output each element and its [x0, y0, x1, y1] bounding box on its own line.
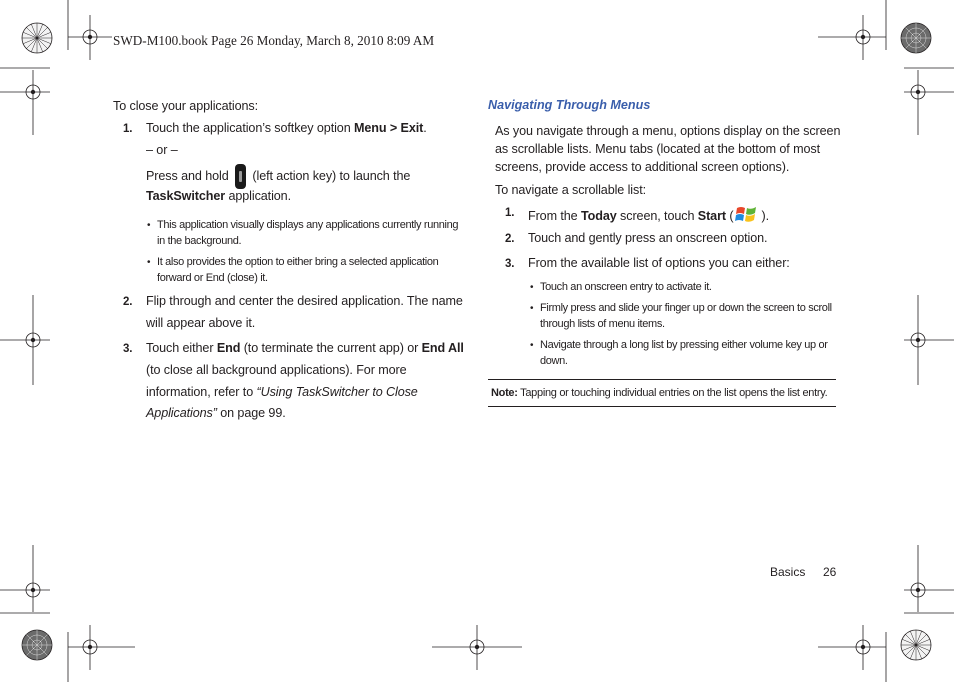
or-separator: – or –: [146, 143, 178, 157]
start-label: Start: [697, 208, 726, 223]
left-action-key-icon: [235, 164, 246, 189]
intro-text: To close your applications:: [113, 99, 259, 113]
cross-reference[interactable]: “Using TaskSwitcher to Close: [256, 385, 418, 399]
list-item: • It also provides the option to either bring a selected application forward or End (close) it.: [147, 256, 439, 284]
step-1: 1. From the Today screen, touch Start ( ).: [505, 203, 514, 222]
step-1: 1. Touch the application’s softkey option Menu > Exit.: [123, 121, 427, 135]
step-2: 2. Flip through and center the desired application. The name will appear above it.: [123, 294, 463, 330]
end-option: End: [216, 341, 241, 355]
step-number: 2.: [123, 296, 133, 308]
note-bottom-rule: [488, 406, 836, 407]
page-number: 26: [823, 565, 837, 579]
step-3: 3. Touch either End (to terminate the current app) or End All (to close all background applications). For more information, refer to “Using TaskSwitcher to Close Applications” on page 99.: [123, 341, 464, 420]
step-number: 3.: [505, 258, 515, 270]
scroll-list-intro: To navigate a scrollable list:: [495, 183, 647, 197]
windows-start-icon: [735, 203, 759, 230]
menu-exit-option: Menu > Exit: [354, 121, 424, 135]
print-header: SWD-M100.book Page 26 Monday, March 8, 2010 8:09 AM: [113, 33, 435, 48]
note-top-rule: [488, 379, 836, 380]
note-label: Note:: [491, 387, 518, 399]
list-item: • Navigate through a long list by pressing either volume key up or down.: [530, 339, 828, 367]
step-number: 1.: [505, 207, 515, 219]
bullet-icon: •: [147, 220, 151, 231]
step-2: 2. Touch and gently press an onscreen option.: [505, 231, 768, 245]
list-item: • Firmly press and slide your finger up or down the screen to scroll through lists of menu items.: [530, 302, 832, 330]
list-item: • This application visually displays any applications currently running in the background.: [147, 219, 459, 247]
section-heading: Navigating Through Menus: [488, 98, 651, 112]
taskswitcher-label: TaskSwitcher: [146, 189, 226, 203]
bullet-icon: •: [147, 257, 151, 268]
taskswitcher-line: TaskSwitcher application.: [146, 189, 291, 203]
step-number: 1.: [123, 123, 133, 135]
step-number: 3.: [123, 343, 133, 355]
bullet-icon: •: [530, 303, 534, 314]
end-all-option: End All: [421, 341, 464, 355]
bullet-icon: •: [530, 282, 534, 293]
step-3: 3. From the available list of options you can either:: [505, 256, 790, 270]
bullet-icon: •: [530, 340, 534, 351]
press-hold-instruction: Press and hold (left action key) to launch the: [146, 164, 410, 189]
intro-paragraph: As you navigate through a menu, options display on the screen as scrollable lists. Menu tabs (located at the bottom of most screens, provide access to additional screen options).: [495, 124, 841, 174]
footer-section: Basics: [770, 565, 806, 579]
note: Note: Tapping or touching individual entries on the list opens the list entry.: [491, 387, 828, 399]
step-number: 2.: [505, 233, 515, 245]
today-screen-label: Today: [581, 208, 617, 223]
list-item: • Touch an onscreen entry to activate it.: [530, 281, 712, 293]
cross-reference[interactable]: Applications”: [146, 406, 217, 420]
